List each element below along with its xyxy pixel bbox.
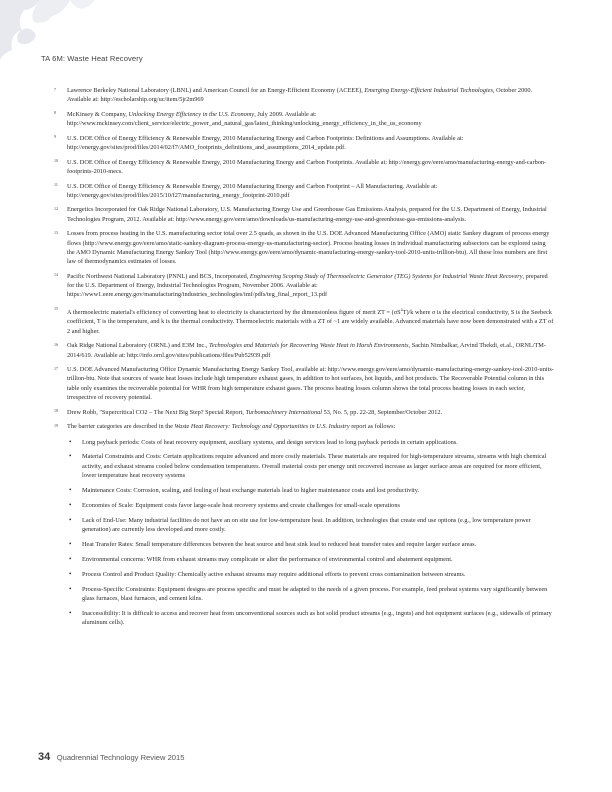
bullet-icon: • — [69, 584, 72, 593]
footnote — [54, 182, 554, 201]
barrier-list — [67, 438, 554, 628]
barrier-item — [67, 452, 554, 480]
barrier-text: Economies of Scale: Equipment costs favor large-scale heat recovery systems and create challenges for small-scale operations — [82, 501, 400, 509]
bullet-icon: • — [69, 485, 72, 494]
footnote — [54, 305, 554, 336]
footnote-text: U.S. DOE Advanced Manufacturing Office Dynamic Manufacturing Energy Sankey Tool, available at: http://www.energy.gov/eere/amo/dynamic-manufacturing-energy-sankey-tool-2010-units-trillion-btu. Note that sources of waste heat losses include high temperature exhaust gases, in addition to hot surfaces, hot liquids, and hot products. The Recoverable Potential column in this table only examines the recoverable potential for WHR from high temperature exhaust gases. The process heating losses column shows the total process heating losses in each sector, irrespective of recovery potential. — [67, 366, 554, 402]
barrier-item — [67, 486, 554, 495]
barrier-text: Heat Transfer Rates: Small temperature differences between the heat source and heat sink lead to reduced heat transfer rates and require larger surface areas. — [82, 540, 477, 548]
bullet-icon: • — [69, 539, 72, 548]
bullet-icon: • — [69, 515, 72, 524]
footnote-number: 11 — [54, 182, 58, 188]
barrier-text: Process-Specific Constraints: Equipment designs are process specific and must be adapted to the needs of a given process. For example, feed preheat systems vary significantly between glass furnaces, blast furnaces, and cement kilns. — [82, 585, 548, 602]
footnote-number: 9 — [54, 134, 56, 140]
section-header-label: TA 6M: Waste Heat Recovery — [41, 54, 143, 63]
barrier-item — [67, 438, 554, 447]
footnote — [54, 158, 554, 177]
footnote-number: 12 — [54, 205, 58, 211]
footnote-text: Drew Robb, "Supercritical CO2 – The Next Big Step? Special Report, Turbomachinery International 53, No. 5, pp. 22-28, September/October 2012. — [67, 408, 443, 416]
footnote-text: Lawrence Berkeley National Laboratory (LBNL) and American Council for an Energy-Efficient Economy (ACEEE), Emerging Energy-Efficient Industrial Technologies, October 2000. Available at: http://escholarship.org/uc/item/5jr2m969 — [67, 87, 533, 104]
page-footer — [38, 747, 184, 765]
footnotes-list — [54, 86, 554, 633]
bullet-icon: • — [69, 608, 72, 617]
footnote — [54, 422, 554, 627]
footnote-number: 13 — [54, 229, 58, 235]
footnote-text: U.S. DOE Office of Energy Efficiency & Renewable Energy, 2010 Manufacturing Energy and Carbon Footprints: Definitions and Assumptions. Available at: http://energy.gov/sites/prod/files/2014/02/f7/AMO_footprints_definitions_and_assumptions_2014_update.pdf. — [67, 134, 464, 152]
footnote-number: 17 — [54, 365, 58, 371]
footnote-text: Oak Ridge National Laboratory (ORNL) and E3M Inc., Technologies and Materials for Recovering Waste Heat in Harsh Environments, Sachin Nimbalkar, Arvind Thekdi, et.al., ORNL/TM-2014/619. Available at: http://info.ornl.gov/sites/publications/files/Pub52939.pdf — [67, 342, 547, 359]
bullet-icon: • — [69, 500, 72, 509]
barrier-text: Material Constraints and Costs: Certain applications require advanced and more costly materials. These materials are required for high-temperature streams, streams with high chemical activity, and exhaust streams cooled below condensation temperatures. Overall material costs per energy unit recovered increase as larger surface areas are required for more efficient, lower temperature heat recovery systems — [82, 453, 547, 480]
footnote-text: A thermoelectric material's efficiency of converting heat to electricity is characterized by the dimensionless figure of merit ZT = $(\sigma S^2T)/k$ where σ is the electrical conductivity, S is the Seebeck coefficient, T is the temperature, and k is the thermal conductivity. Thermoelectric materials with a ZT of ~1 are widely available. Advanced materials have now been demonstrated with a ZT of 2 and higher. — [67, 307, 554, 335]
bullet-icon: • — [69, 554, 72, 563]
bullet-icon: • — [69, 437, 72, 446]
footnote — [54, 86, 554, 105]
barrier-text: Maintenance Costs: Corrosion, scaling, and fouling of heat exchange materials lead to higher maintenance costs and lost productivity. — [82, 486, 420, 494]
footnote-number: 18 — [54, 408, 58, 414]
footnote — [54, 272, 554, 300]
barrier-text: Environmental concerns: WHR from exhaust streams may complicate or alter the performance of environmental control and abatement equipment. — [82, 555, 453, 563]
barrier-item — [67, 540, 554, 549]
barrier-item — [67, 501, 554, 510]
footnote-number: 8 — [54, 110, 56, 116]
footnote-number: 14 — [54, 272, 58, 278]
footnote — [54, 365, 554, 402]
footnote-number: 19 — [54, 422, 58, 428]
footnote — [54, 341, 554, 360]
barrier-item — [67, 570, 554, 579]
barrier-text: Lack of End-Use: Many industrial facilities do not have an on site use for low-temperature heat. In addition, technologies that create end use options (e.g., low temperature power generation) are currently less developed and more costly. — [82, 516, 531, 534]
footnote — [54, 408, 554, 417]
footnote-text: Pacific Northwest National Laboratory (PNNL) and BCS, Incorporated, Engineering Scoping Study of Thermoelectric Generator (TEG) Systems for Industrial Waste Heat Recovery, prepared for the U.S. Department of Energy, Industrial Technologies Program, November 2006. Available at: https://www1.eere.energy.gov/manufacturing/industries_technologies/imf/pdfs/teg_final_report_13.pdf — [67, 272, 548, 299]
footnote — [54, 229, 554, 266]
corner-decoration-graphic — [0, 0, 95, 62]
footnote-text: Energetics Incorporated for Oak Ridge National Laboratory, U.S. Manufacturing Energy Use and Greenhouse Gas Emissions Analysis, prepared for the U.S. Department of Energy, Industrial Technologies Program, 2012. Available at: http://www.energy.gov/eere/amo/downloads/us-manufacturing-energy-use-and-greenhouse-gas-emissions-analysis. — [67, 206, 547, 223]
footnote-text: U.S. DOE Office of Energy Efficiency & Renewable Energy, 2010 Manufacturing Energy and Carbon Footprints. Available at: http://energy.gov/eere/amo/manufacturing-energy-and-carbon-footprints-2010-mecs. — [67, 158, 547, 175]
barrier-item — [67, 555, 554, 564]
barrier-item — [67, 609, 554, 628]
barrier-text: Long payback periods: Costs of heat recovery equipment, auxiliary systems, and design services lead to long payback periods in certain applications. — [82, 438, 458, 446]
barrier-item — [67, 516, 554, 535]
barrier-item — [67, 585, 554, 604]
page-number: 34 — [38, 751, 51, 763]
report-name: Quadrennial Technology Review 2015 — [56, 753, 185, 762]
footnote-text: The barrier categories are described in the Waste Heat Recovery: Technology and Opportunities in U.S. Industry report as follows: — [67, 423, 396, 431]
barrier-text: Process Control and Product Quality: Chemically active exhaust streams may require additional efforts to prevent cross contamination between streams. — [82, 570, 466, 578]
footnote-number: 10 — [54, 158, 58, 164]
bullet-icon: • — [69, 569, 72, 578]
footnote-number: 15 — [54, 305, 58, 311]
footnote — [54, 110, 554, 129]
barrier-text: Inaccessibility: It is difficult to access and recover heat from unconventional sources such as hot solid product streams (e.g., ingots) and hot equipment surfaces (e.g., sidewalls of primary aluminum cells). — [82, 609, 552, 627]
footnote-number: 7 — [54, 86, 56, 92]
footnote — [54, 205, 554, 224]
footnote-text: Losses from process heating in the U.S. manufacturing sector total over 2.5 quads, as shown in the U.S. DOE Advanced Manufacturing Office (AMO) static Sankey diagram of process energy flows (http://www.energy.gov/eere/amo/static-sankey-diagram-process-energy-us-manufacturing-sector). Process heating losses in individual manufacturing subsectors can be explored using the AMO Dynamic Manufacturing Energy Sankey Tool (http://www.energy.gov/eere/amo/dynamic-manufacturing-energy-sankey-tool-2010-units-trillion-btu). All these loss numbers are first law of thermodynamics estimates of losses. — [67, 230, 550, 266]
footnote-number: 16 — [54, 341, 58, 347]
footnote-text: U.S. DOE Office of Energy Efficiency & Renewable Energy, 2010 Manufacturing Energy and Carbon Footprint – All Manufacturing. Available at: http://energy.gov/sites/prod/files/2015/10/f27/manufacturing_energy_footprint-2010.pdf — [67, 182, 438, 199]
footnote — [54, 134, 554, 153]
bullet-icon: • — [69, 452, 72, 461]
footnote-text: McKinsey & Company, Unlocking Energy Efficiency in the U.S. Economy, July 2009. Available at: http://www.mckinsey.com/client_service/electric_power_and_natural_gas/latest_thinking/unlocking_energy_efficiency_in_the_us_economy — [67, 110, 422, 128]
